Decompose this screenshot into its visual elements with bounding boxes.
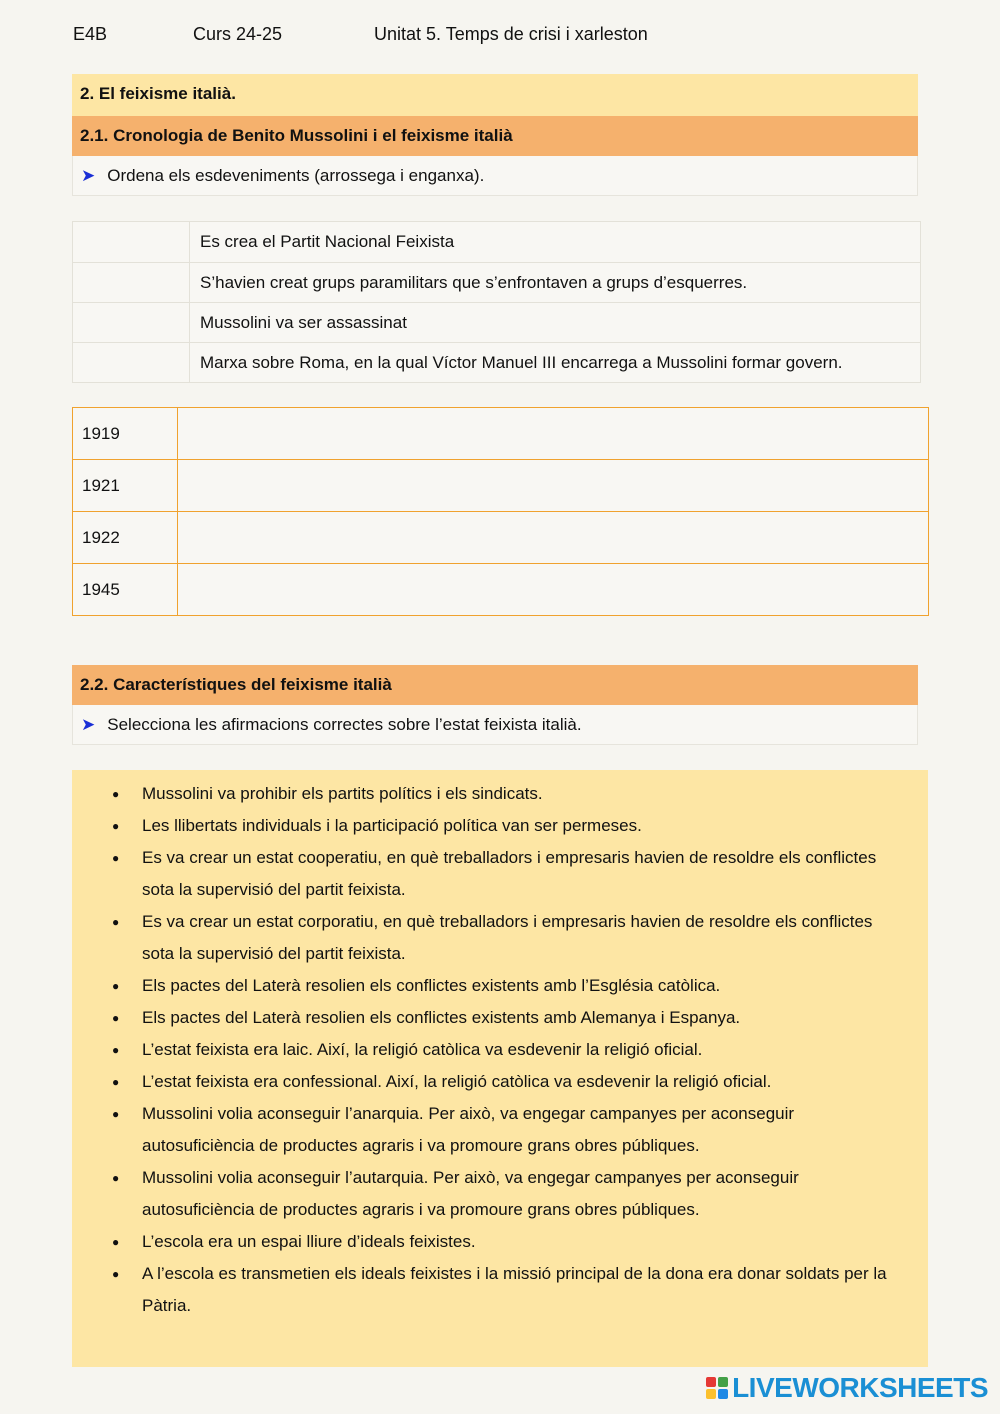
timeline-row [73, 563, 928, 615]
instruction-text: Ordena els esdeveniments (arrossega i enganxa). [107, 165, 485, 185]
statement-option[interactable]: ● Els pactes del Laterà resolien els conflictes existents amb Alemanya i Espanya. [72, 1002, 928, 1034]
unit-title: Unitat 5. Temps de crisi i xarleston [374, 24, 648, 44]
event-row [73, 342, 920, 382]
statement-option[interactable]: ● Mussolini va prohibir els partits polítics i els sindicats. [72, 778, 928, 810]
timeline-row [73, 408, 928, 459]
subsection-2-2-title: 2.2. Característiques del feixisme italià [72, 665, 918, 705]
instruction-row [72, 156, 918, 196]
drop-zone[interactable] [178, 512, 928, 563]
subsection-2-2-header [72, 665, 918, 745]
bullet-icon: ● [112, 819, 120, 833]
statement-option[interactable]: ● A l’escola es transmetien els ideals feixistes i la missió principal de la dona era donar soldats per la Pàtria. [72, 1258, 928, 1322]
bullet-icon: ● [112, 1043, 120, 1057]
class-label: E4B [73, 24, 108, 44]
year-label: 1945 [73, 564, 178, 615]
subsection-2-1-title: 2.1. Cronologia de Benito Mussolini i el feixisme italià [72, 116, 918, 156]
instruction-text: Selecciona les afirmacions correctes sobre l’estat feixista italià. [107, 714, 582, 734]
section-title: 2. El feixisme italià. [72, 74, 918, 116]
timeline-row [73, 511, 928, 563]
bullet-icon: ● [112, 1235, 120, 1249]
drop-zone[interactable] [178, 408, 928, 459]
event-draggable[interactable]: Mussolini va ser assassinat [200, 312, 407, 332]
bullet-icon: ● [112, 851, 120, 865]
logo-icon [706, 1377, 728, 1399]
liveworksheets-logo [706, 1372, 988, 1404]
drop-zone[interactable] [178, 460, 928, 511]
bullet-icon: ● [112, 915, 120, 929]
statement-option[interactable]: ● L’estat feixista era laic. Així, la religió catòlica va esdevenir la religió oficial. [72, 1034, 928, 1066]
event-slot [73, 263, 190, 302]
bullet-icon: ● [112, 1171, 120, 1185]
year-label: 1919 [73, 408, 178, 459]
event-draggable[interactable]: Es crea el Partit Nacional Feixista [200, 232, 455, 251]
event-row [73, 302, 920, 342]
arrow-right-icon: ➤ [81, 714, 96, 734]
statements-list [72, 778, 928, 1322]
events-bank [72, 221, 921, 383]
bullet-icon: ● [112, 1107, 120, 1121]
statement-option[interactable]: ● Les llibertats individuals i la participació política van ser permeses. [72, 810, 928, 842]
bullet-icon: ● [112, 787, 120, 801]
instruction-row [72, 705, 918, 745]
drop-zone[interactable] [178, 564, 928, 615]
event-slot [73, 343, 190, 382]
statement-option[interactable]: ● Es va crear un estat corporatiu, en què treballadors i empresaris havien de resoldre els conflictes sota la supervisió del partit feixista. [72, 906, 928, 970]
bullet-icon: ● [112, 1267, 120, 1281]
timeline-row [73, 459, 928, 511]
bullet-icon: ● [112, 1075, 120, 1089]
arrow-right-icon: ➤ [81, 165, 96, 185]
statement-option[interactable]: ● Els pactes del Laterà resolien els conflictes existents amb l’Església catòlica. [72, 970, 928, 1002]
statement-option[interactable]: ● Mussolini volia aconseguir l’autarquia. Per això, va engegar campanyes per aconseguir autosuficiència de productes agraris i va promoure grans obres públiques. [72, 1162, 928, 1226]
course-label: Curs 24-25 [193, 24, 283, 44]
statement-option[interactable]: ● L’escola era un espai lliure d’ideals feixistes. [72, 1226, 928, 1258]
statement-option[interactable]: ● Mussolini volia aconseguir l’anarquia. Per això, va engegar campanyes per aconseguir autosuficiència de productes agraris i va promoure grans obres públiques. [72, 1098, 928, 1162]
event-slot [73, 303, 190, 342]
bullet-icon: ● [112, 979, 120, 993]
event-draggable[interactable]: Marxa sobre Roma, en la qual Víctor Manuel III encarrega a Mussolini formar govern. [200, 352, 843, 372]
section-2-header [72, 74, 918, 196]
statements-panel [72, 770, 928, 1367]
year-label: 1922 [73, 512, 178, 563]
event-row [73, 262, 920, 302]
bullet-icon: ● [112, 1011, 120, 1025]
event-slot [73, 222, 190, 262]
logo-text: LIVEWORKSHEETS [732, 1372, 988, 1403]
statement-option[interactable]: ● L’estat feixista era confessional. Així, la religió catòlica va esdevenir la religió oficial. [72, 1066, 928, 1098]
event-draggable[interactable]: S’havien creat grups paramilitars que s’enfrontaven a grups d’esquerres. [200, 272, 748, 292]
statement-option[interactable]: ● Es va crear un estat cooperatiu, en què treballadors i empresaris havien de resoldre els conflictes sota la supervisió del partit feixista. [72, 842, 928, 906]
event-row [73, 222, 920, 262]
timeline-table [72, 407, 929, 616]
year-label: 1921 [73, 460, 178, 511]
